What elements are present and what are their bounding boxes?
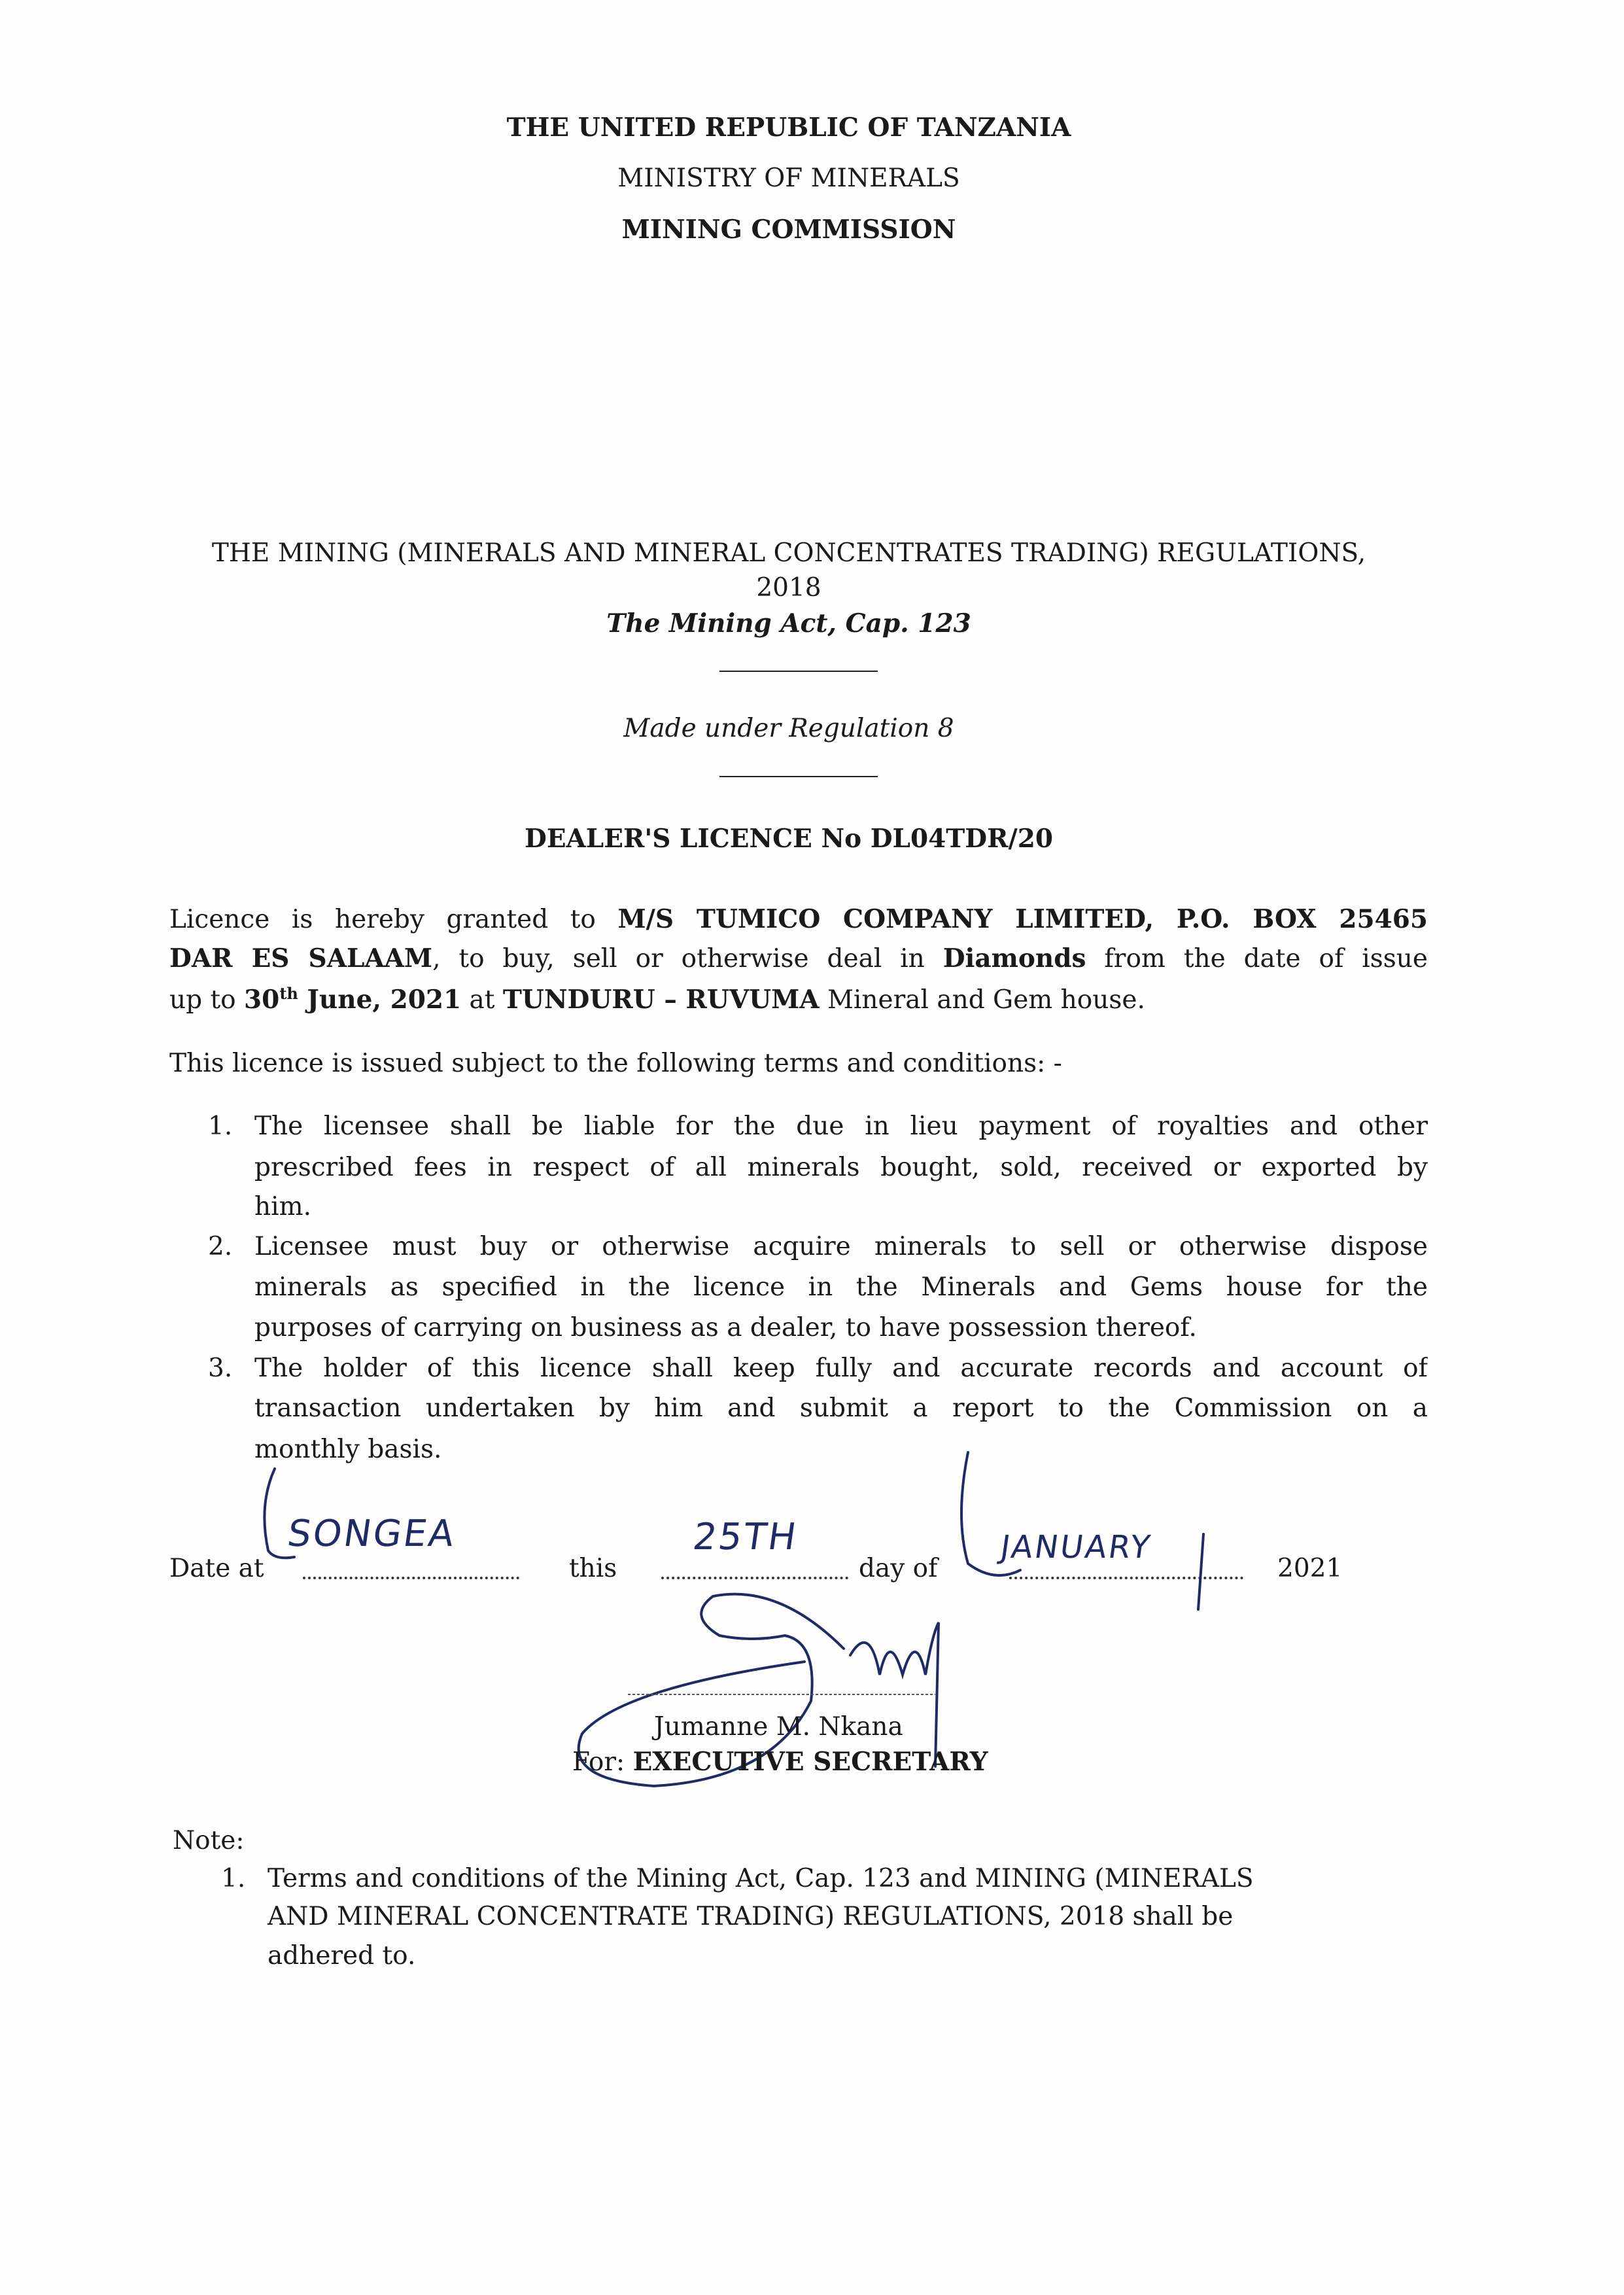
term-line: Licensee must buy or otherwise acquire minerals to sell or otherwise dispose [254, 1232, 1428, 1261]
signatory-name: Jumanne M. Nkana [654, 1712, 903, 1742]
date-at-label: Date at [169, 1554, 264, 1583]
regulation-title: THE MINING (MINERALS AND MINERAL CONCENTRATES TRADING) REGULATIONS, [211, 538, 1366, 568]
grant-line-3: up to 30th June, 2021 at TUNDURU – RUVUMA Mineral and Gem house. [169, 984, 1145, 1015]
day-of-label: day of [859, 1554, 938, 1583]
term-line: him. [254, 1192, 311, 1221]
term-line: The holder of this licence shall keep fully and accurate records and account of [254, 1354, 1428, 1383]
note-line: Terms and conditions of the Mining Act, Cap. 123 and MINING (MINERALS [268, 1864, 1254, 1893]
ministry-heading: MINISTRY OF MINERALS [617, 164, 960, 193]
grant-line-1: Licence is hereby granted to M/S TUMICO COMPANY LIMITED, P.O. BOX 25465 [169, 904, 1428, 934]
grant-line-2: DAR ES SALAAM, to buy, sell or otherwise deal in Diamonds from the date of issue [169, 943, 1428, 973]
note-label: Note: [173, 1826, 245, 1855]
terms-intro: This licence is issued subject to the following terms and conditions: - [169, 1049, 1062, 1078]
term-line: prescribed fees in respect of all minerals bought, sold, received or exported by [254, 1153, 1428, 1182]
note-line: AND MINERAL CONCENTRATE TRADING) REGULATIONS, 2018 shall be [268, 1902, 1234, 1931]
handwritten-place: SONGEA [285, 1513, 459, 1555]
signatory-role: For: EXECUTIVE SECRETARY [572, 1747, 988, 1777]
term-line: monthly basis. [254, 1435, 442, 1464]
made-under: Made under Regulation 8 [623, 714, 954, 743]
term-number: 3. [208, 1354, 233, 1383]
month-flourish [961, 1452, 1020, 1575]
term-line: The licensee shall be liable for the due in lieu payment of royalties and other [254, 1112, 1428, 1141]
this-label: this [569, 1554, 617, 1583]
act-reference: The Mining Act, Cap. 123 [606, 608, 971, 639]
commission-heading: MINING COMMISSION [621, 215, 956, 245]
licence-title: DEALER'S LICENCE No DL04TDR/20 [525, 824, 1053, 854]
term-number: 1. [208, 1112, 233, 1141]
term-number: 2. [208, 1232, 233, 1261]
handwritten-month: JANUARY [998, 1529, 1154, 1566]
handwritten-day: 25TH [690, 1516, 801, 1558]
note-line: adhered to. [268, 1941, 416, 1971]
country-heading: THE UNITED REPUBLIC OF TANZANIA [506, 113, 1071, 143]
year-label: 2021 [1277, 1554, 1343, 1583]
term-line: transaction undertaken by him and submit a report to the Commission on a [254, 1393, 1428, 1423]
term-line: minerals as specified in the licence in the Minerals and Gems house for the [254, 1272, 1428, 1302]
note-number: 1. [221, 1864, 246, 1893]
term-line: purposes of carrying on business as a dealer, to have possession thereof. [254, 1313, 1197, 1342]
place-flourish [264, 1469, 294, 1558]
regulation-year: 2018 [756, 573, 821, 603]
month-tail [1198, 1534, 1203, 1609]
